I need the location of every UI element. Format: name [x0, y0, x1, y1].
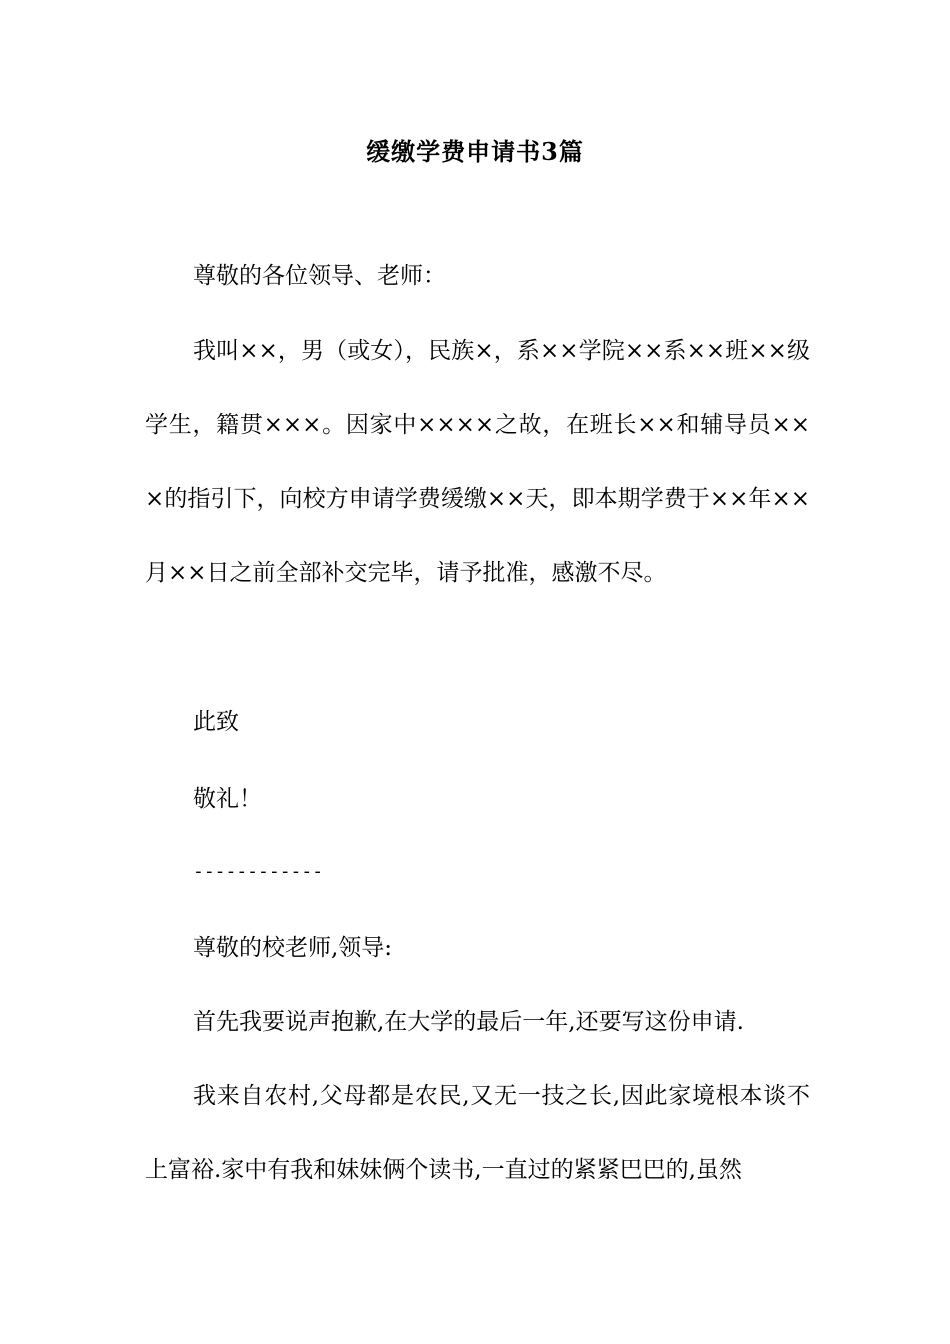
letter2-paragraph-2: 我来自农村,父母都是农民,又无一技之长,因此家境根本谈不上富裕.家中有我和妹妹俩个读书,一直过的紧紧巴巴的,虽然 — [145, 1083, 810, 1183]
letter1-closing-2: 敬礼！ — [193, 786, 262, 812]
document-title: 缓缴学费申请书3篇 — [366, 137, 584, 166]
section-separator: ------------ — [193, 861, 324, 882]
letter2-salutation: 尊敬的校老师,领导: — [193, 935, 393, 961]
letter1-closing-1: 此致 — [193, 709, 239, 735]
letter2-paragraph-1: 首先我要说声抱歉,在大学的最后一年,还要写这份申请. — [193, 1009, 744, 1035]
letter1-body: 我叫××，男（或女），民族×，系××学院××系××班××级学生，籍贯×××。因家中××××之故，在班长××和辅导员×××的指引下，向校方申请学费缓缴××天，即本期学费于××年××月××日之前全部补交完毕，请予批准，感激不尽。 — [145, 338, 810, 586]
letter1-salutation: 尊敬的各位领导、老师： — [193, 263, 446, 289]
